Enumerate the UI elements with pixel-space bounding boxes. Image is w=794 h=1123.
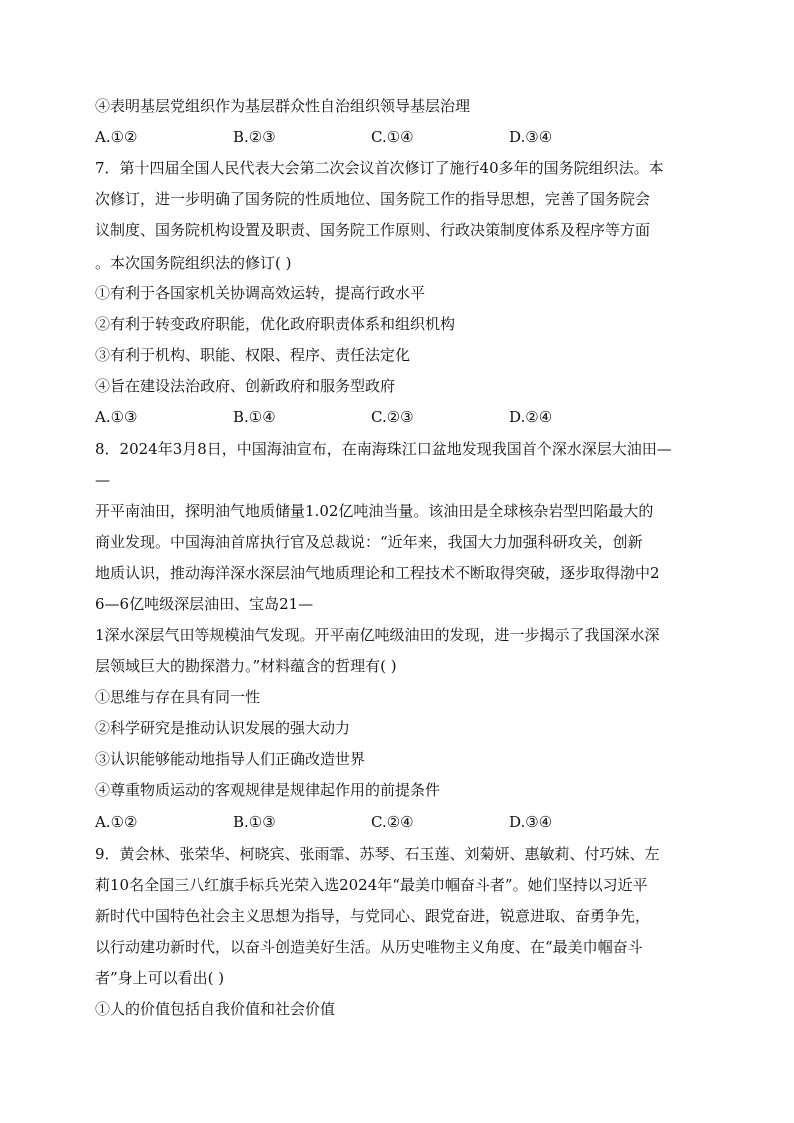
q9-stem-line: 者”身上可以看出( ): [95, 969, 225, 987]
q7-stem-line: 次修订，进一步明确了国务院的性质地位、国务院工作的指导思想，完善了国务院会: [95, 190, 651, 208]
q9-stem-line: 9．黄会林、张荣华、柯晓宾、张雨霏、苏琴、石玉莲、刘菊妍、惠敏莉、付巧妹、左: [95, 845, 660, 863]
q7-options: [95, 407, 715, 427]
q9-statement-1: ①人的价值包括自我价值和社会价值: [95, 1000, 336, 1018]
q8-statement-1: ①思维与存在具有同一性: [95, 688, 261, 706]
q8-statement-3: ③认识能够能动地指导人们正确改造世界: [95, 750, 366, 768]
q7-statement-2: ②有利于转变政府职能，优化政府职责体系和组织机构: [95, 315, 456, 333]
q6-option-c: C.①④: [371, 128, 414, 146]
q8-option-a: A.①②: [95, 813, 138, 831]
q7-option-c: C.②③: [371, 408, 414, 426]
q7-statement-3: ③有利于机构、职能、权限、程序、责任法定化: [95, 346, 411, 364]
q7-option-b: B.①④: [233, 408, 276, 426]
q7-stem-line: 议制度、国务院机构设置及职责、国务院工作原则、行政决策制度体系及程序等方面: [95, 221, 651, 239]
q7-stem-line: 。本次国务院组织法的修订( ): [95, 254, 292, 272]
q7-stem-line: 7．第十四届全国人民代表大会第二次会议首次修订了施行40多年的国务院组织法。本: [95, 159, 664, 177]
q8-stem-line: 8．2024年3月8日，中国海油宣布，在南海珠江口盆地发现我国首个深水深层大油田—: [95, 440, 672, 458]
q7-option-a: A.①③: [95, 408, 138, 426]
q9-stem-line: 以行动建功新时代，以奋斗创造美好生活。从历史唯物主义角度、在“最美巾帼奋斗: [95, 938, 643, 956]
q6-option-a: A.①②: [95, 128, 138, 146]
q8-stem-line: 开平南油田，探明油气地质储量1.02亿吨油当量。该油田是全球核杂岩型凹陷最大的: [95, 502, 654, 520]
q6-option-b: B.②③: [233, 128, 276, 146]
q6-statement-4: ④表明基层党组织作为基层群众性自治组织领导基层治理: [95, 97, 471, 115]
q8-option-c: C.②④: [371, 813, 414, 831]
q8-stem-line: —: [95, 471, 110, 489]
q8-statement-4: ④尊重物质运动的客观规律是规律起作用的前提条件: [95, 781, 441, 799]
q7-statement-4: ④旨在建设法治政府、创新政府和服务型政府: [95, 377, 396, 395]
q8-statement-2: ②科学研究是推动认识发展的强大动力: [95, 719, 351, 737]
q8-option-b: B.①③: [233, 813, 276, 831]
q8-stem-line: 6—6亿吨级深层油田、宝岛21—: [95, 595, 314, 613]
q8-stem-line: 层领域巨大的勘探潜力。”材料蕴含的哲理有( ): [95, 657, 397, 675]
q8-option-d: D.③④: [509, 813, 553, 831]
q9-stem-line: 莉10名全国三八红旗手标兵光荣入选2024年“最美巾帼奋斗者”。她们坚持以习近平: [95, 876, 648, 894]
q7-statement-1: ①有利于各国家机关协调高效运转，提高行政水平: [95, 284, 426, 302]
q6-options: [95, 127, 715, 147]
q7-option-d: D.②④: [509, 408, 553, 426]
q9-stem-line: 新时代中国特色社会主义思想为指导，与党同心、跟党奋进，锐意进取、奋勇争先，: [95, 907, 651, 925]
q6-option-d: D.③④: [509, 128, 553, 146]
q8-stem-line: 1深水深层气田等规模油气发现。开平南亿吨级油田的发现，进一步揭示了我国深水深: [95, 626, 660, 644]
q8-stem-line: 地质认识，推动海洋深水深层油气地质理论和工程技术不断取得突破，逐步取得渤中2: [95, 564, 660, 582]
q8-stem-line: 商业发现。中国海油首席执行官及总裁说：“近年来，我国大力加强科研攻关，创新: [95, 533, 643, 551]
q8-options: [95, 812, 715, 832]
